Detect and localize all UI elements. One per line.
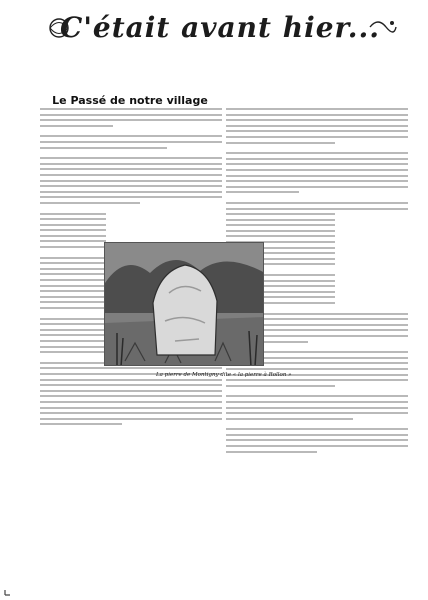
text-line — [226, 202, 408, 204]
corner-mark-icon — [4, 586, 14, 596]
text-line — [226, 158, 408, 160]
text-line — [40, 390, 222, 392]
text-line — [40, 180, 222, 182]
figure-caption: La pierre de Montigny dite « la pierre à Rollon » — [156, 372, 292, 378]
text-line — [226, 175, 408, 177]
banner-title: C'était avant hier... — [60, 11, 380, 44]
text-line — [40, 119, 222, 121]
text-line — [40, 157, 222, 159]
text-line — [226, 439, 408, 441]
text-line — [226, 407, 408, 409]
text-line — [40, 401, 222, 403]
text-line — [226, 385, 335, 387]
text-line — [40, 108, 222, 110]
text-line — [40, 268, 106, 270]
text-line — [40, 213, 106, 215]
article-title: Le Passé de notre village — [52, 94, 208, 107]
text-line — [226, 235, 335, 237]
text-line — [40, 191, 222, 193]
text-line — [226, 219, 335, 221]
text-line — [226, 418, 353, 420]
text-line — [40, 367, 222, 369]
text-line — [40, 147, 167, 149]
text-line — [40, 168, 222, 170]
text-line — [40, 379, 222, 381]
text-line — [226, 119, 408, 121]
text-line — [226, 191, 299, 193]
text-line — [226, 169, 408, 171]
text-line — [40, 229, 106, 231]
text-line — [226, 434, 408, 436]
text-line — [40, 224, 106, 226]
text-line — [40, 235, 106, 237]
text-line — [226, 428, 408, 430]
text-line — [226, 125, 408, 127]
text-line — [40, 418, 222, 420]
text-line — [40, 262, 106, 264]
text-line — [226, 180, 408, 182]
text-line — [40, 273, 106, 275]
right-ornament-icon — [368, 15, 398, 39]
text-line — [40, 279, 106, 281]
text-line — [226, 136, 408, 138]
text-line — [226, 163, 408, 165]
text-line — [226, 401, 408, 403]
text-line — [226, 368, 408, 370]
text-line — [226, 213, 335, 215]
text-line — [226, 451, 317, 453]
text-line — [40, 384, 222, 386]
text-line — [40, 125, 113, 127]
text-line — [226, 224, 335, 226]
text-line — [40, 135, 222, 137]
text-line — [226, 445, 408, 447]
text-line — [40, 196, 222, 198]
text-line — [40, 163, 222, 165]
text-line — [40, 240, 106, 242]
text-line — [40, 174, 222, 176]
text-line — [40, 114, 222, 116]
text-line — [40, 257, 106, 259]
text-line — [226, 108, 408, 110]
text-line — [40, 246, 106, 248]
standing-stone-photo — [104, 242, 264, 366]
text-line — [226, 230, 335, 232]
text-line — [226, 395, 408, 397]
text-line — [226, 114, 408, 116]
text-line — [226, 186, 408, 188]
text-line — [40, 218, 106, 220]
header-banner — [40, 5, 400, 57]
text-line — [40, 185, 222, 187]
text-line — [40, 141, 222, 143]
text-line — [226, 379, 408, 381]
text-line — [226, 208, 408, 210]
text-line — [40, 285, 106, 287]
text-line — [40, 296, 106, 298]
text-line — [40, 412, 222, 414]
text-line — [40, 307, 106, 309]
paragraph-gap — [226, 456, 408, 461]
text-line — [226, 142, 335, 144]
text-line — [40, 423, 122, 425]
text-line — [226, 130, 408, 132]
text-line — [40, 202, 140, 204]
text-line — [226, 412, 408, 414]
paragraph-gap — [40, 429, 222, 434]
text-line — [40, 407, 222, 409]
text-line — [40, 395, 222, 397]
text-line — [226, 152, 408, 154]
text-line — [40, 290, 106, 292]
text-line — [40, 301, 106, 303]
